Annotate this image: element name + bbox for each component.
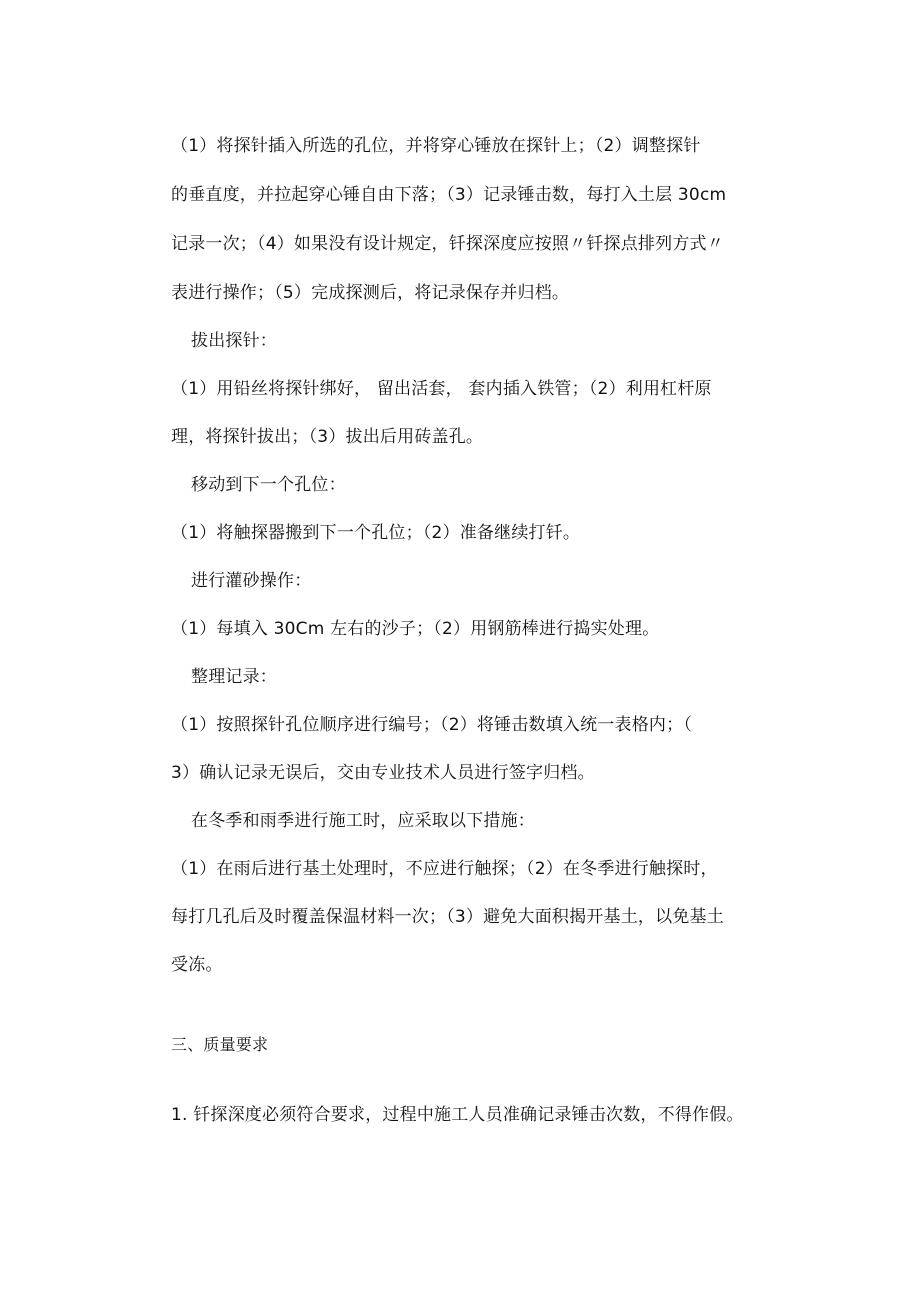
- paragraph-line: （1）按照探针孔位顺序进行编号；（2）将锤击数填入统一表格内；（: [171, 715, 693, 735]
- paragraph-line: 3）确认记录无误后，交由专业技术人员进行签字归档。: [171, 763, 595, 783]
- section-heading: 三、质量要求: [171, 1035, 269, 1054]
- paragraph-line: （1）在雨后进行基土处理时，不应进行触探；（2）在冬季进行触探时，: [171, 859, 718, 879]
- paragraph-line: 每打几孔后及时覆盖保温材料一次；（3）避免大面积揭开基土，以免基土: [171, 907, 724, 927]
- paragraph-line: 受冻。: [171, 955, 223, 975]
- subheading: 在冬季和雨季进行施工时，应采取以下措施：: [191, 811, 535, 831]
- paragraph-line: 表进行操作；（5）完成探测后，将记录保存并归档。: [171, 283, 570, 303]
- paragraph-line: （1）每填入 30Cm 左右的沙子；（2）用钢筋棒进行捣实处理。: [171, 619, 660, 639]
- paragraph-line: （1）将触探器搬到下一个孔位；（2）准备继续打钎。: [171, 523, 581, 543]
- subheading: 进行灌砂操作：: [191, 571, 312, 591]
- paragraph-line: （1）将探针插入所选的孔位，并将穿心锤放在探针上；（2）调整探针: [171, 136, 701, 156]
- paragraph-line: 的垂直度，并拉起穿心锤自由下落；（3）记录锤击数，每打入土层 30cm: [171, 185, 727, 205]
- paragraph-line: （1）用铅丝将探针绑好， 留出活套， 套内插入铁管；（2）利用杠杆原: [171, 379, 712, 399]
- subheading: 移动到下一个孔位：: [191, 475, 346, 495]
- subheading: 拔出探针：: [191, 331, 277, 351]
- numbered-item: 1. 钎探深度必须符合要求，过程中施工人员准确记录锤击次数，不得作假。: [171, 1105, 744, 1125]
- paragraph-line: 理，将探针拔出；（3）拔出后用砖盖孔。: [171, 427, 484, 447]
- paragraph-line: 记录一次；（4）如果没有设计规定，钎探深度应按照〃钎探点排列方式〃: [171, 234, 724, 254]
- subheading: 整理记录：: [191, 667, 277, 687]
